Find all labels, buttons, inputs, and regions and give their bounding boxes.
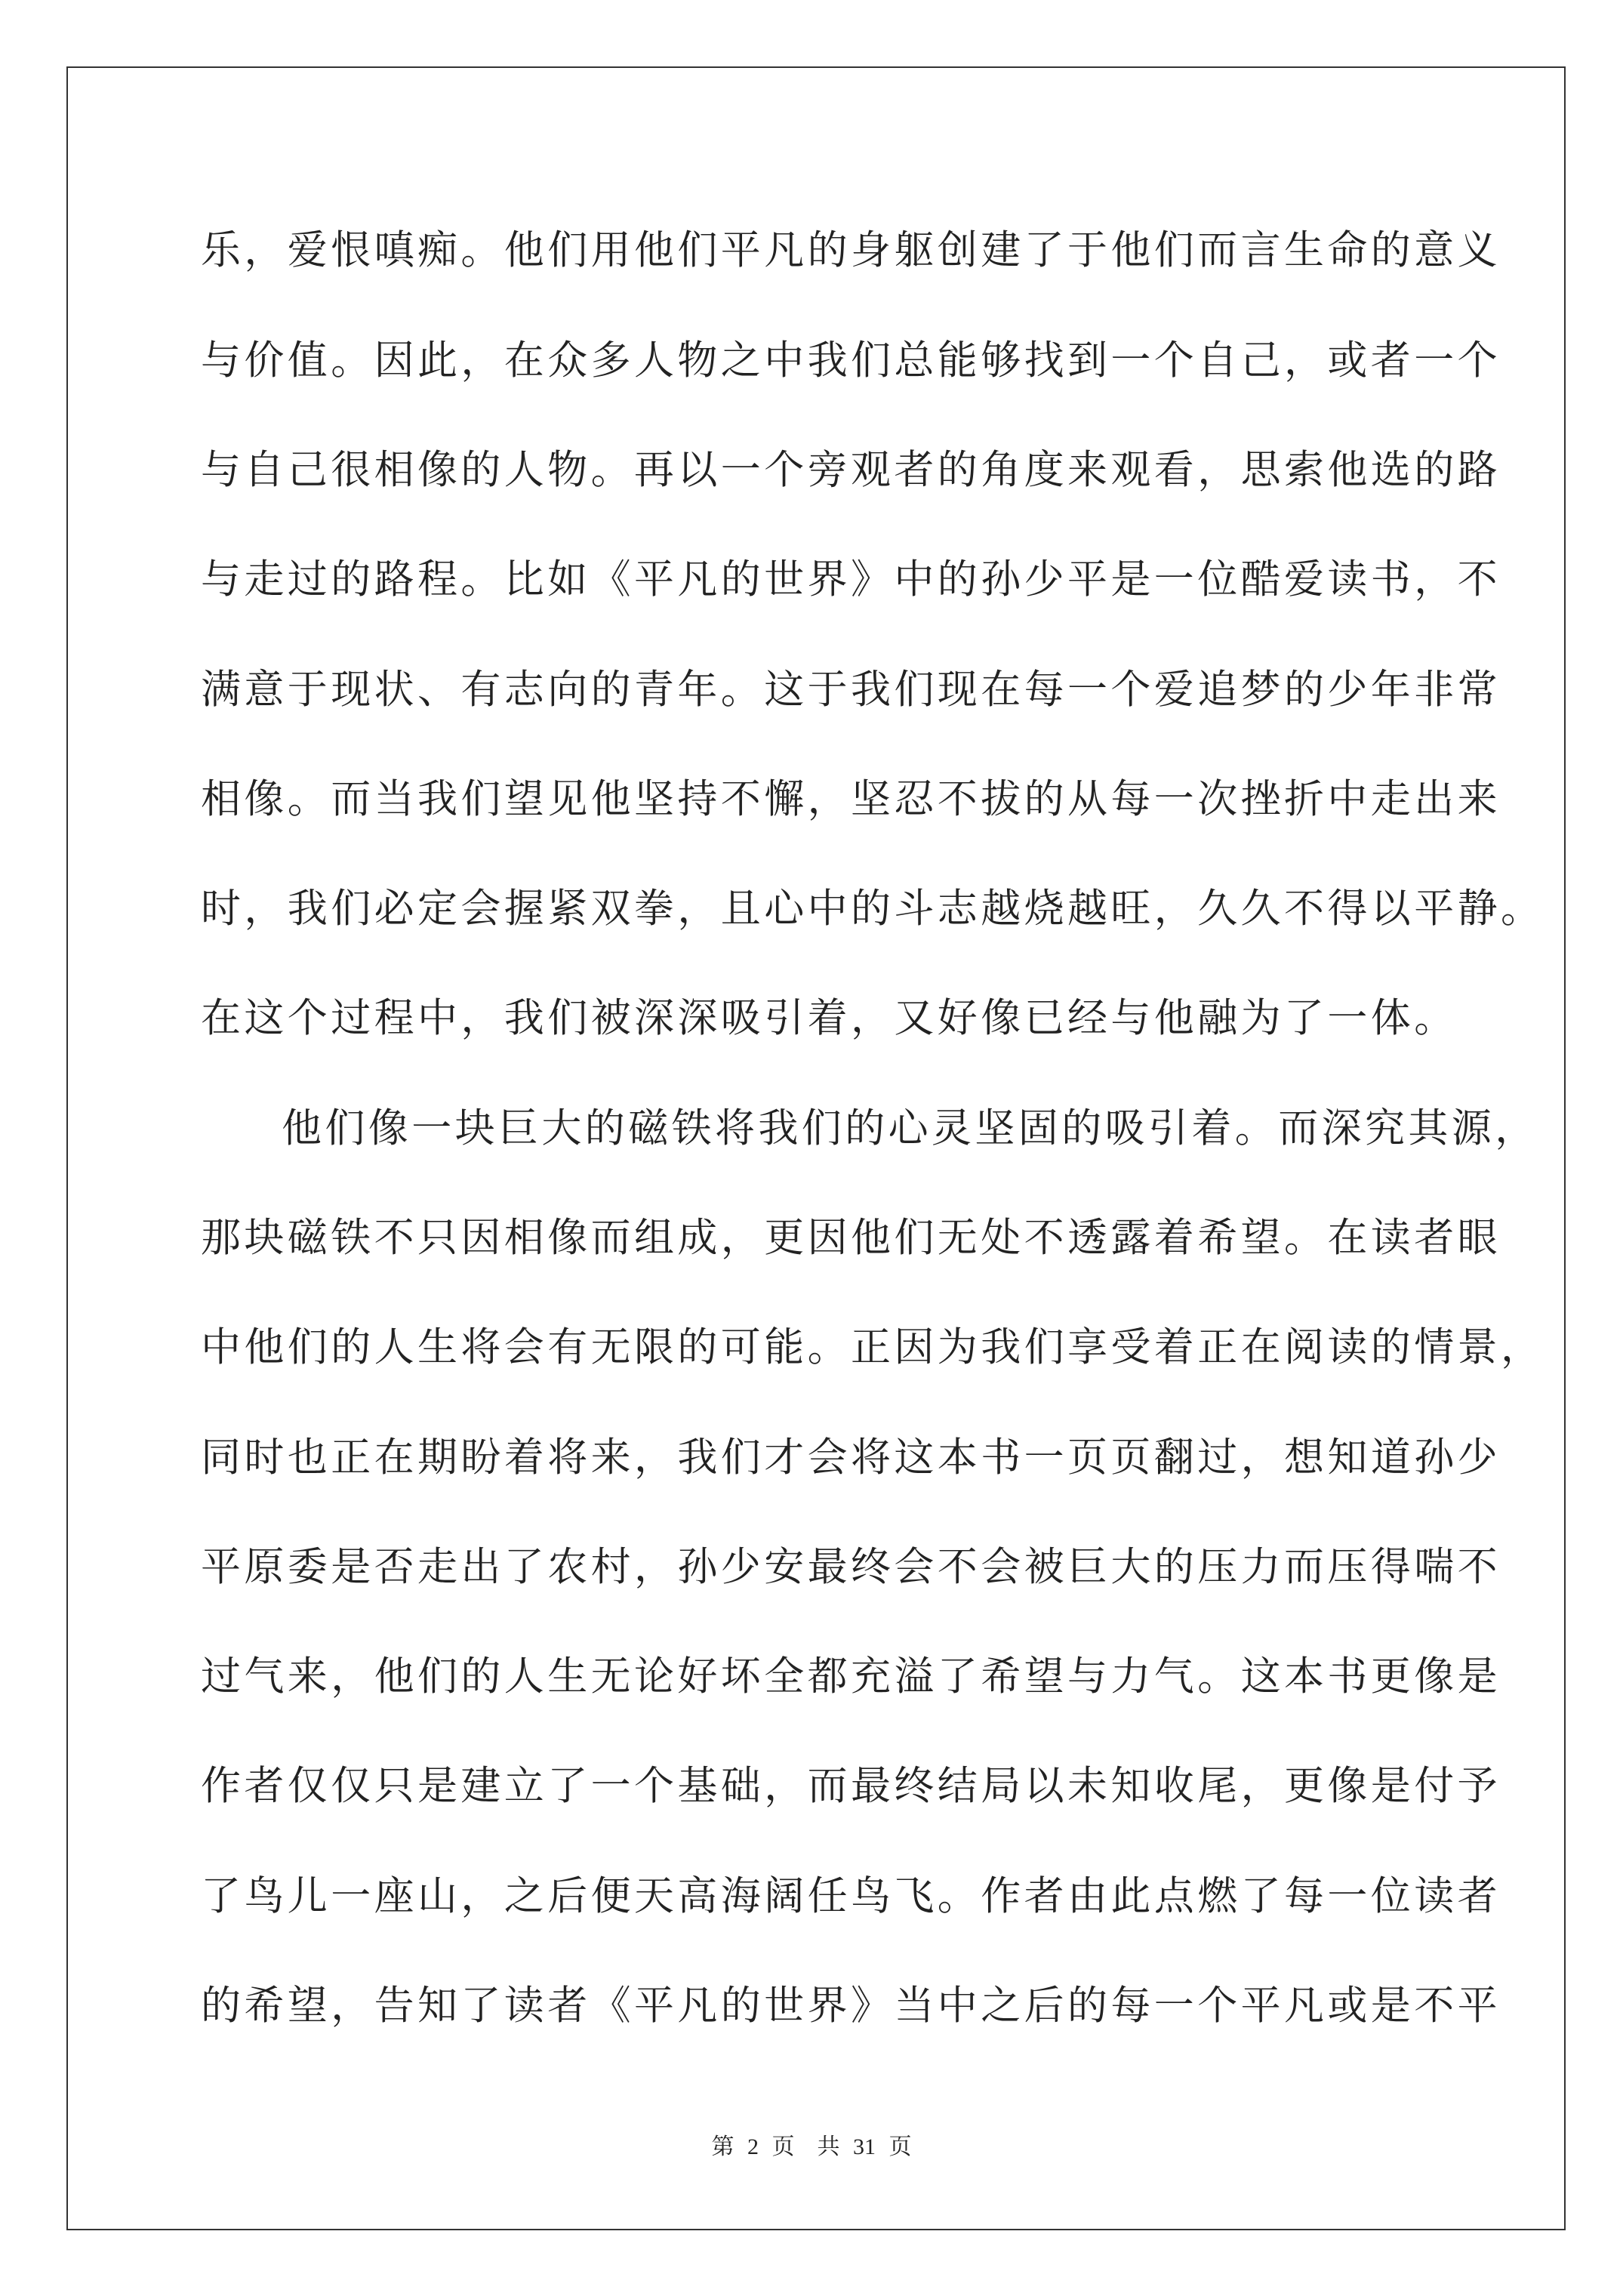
- text-line: 相像。而当我们望见他坚持不懈，坚忍不拔的从每一次挫折中走出来: [201, 776, 1501, 822]
- text-line: 在这个过程中，我们被深深吸引着，又好像已经与他融为了一体。: [201, 995, 1458, 1041]
- text-line: 满意于现状、有志向的青年。这于我们现在每一个爱追梦的少年非常: [201, 667, 1501, 713]
- text-line: 了鸟儿一座山，之后便天高海阔任鸟飞。作者由此点燃了每一位读者: [201, 1873, 1501, 1919]
- text-line: 时，我们必定会握紧双拳，且心中的斗志越烧越旺，久久不得以平静。: [201, 886, 1544, 932]
- page-number-footer: 第 2 页 共 31 页: [711, 2134, 912, 2159]
- text-line: 那块磁铁不只因相像而组成，更因他们无处不透露着希望。在读者眼: [201, 1215, 1501, 1261]
- paragraph-first-line: 他们像一块巨大的磁铁将我们的心灵坚固的吸引着。而深究其源，: [282, 1105, 1538, 1151]
- text-line: 的希望，告知了读者《平凡的世界》当中之后的每一个平凡或是不平: [201, 1983, 1501, 2029]
- text-line: 与价值。因此，在众多人物之中我们总能够找到一个自己，或者一个: [201, 337, 1501, 384]
- text-line: 乐，爱恨嗔痴。他们用他们平凡的身躯创建了于他们而言生命的意义: [201, 227, 1501, 273]
- text-line: 与走过的路程。比如《平凡的世界》中的孙少平是一位酷爱读书，不: [201, 556, 1501, 603]
- text-line: 中他们的人生将会有无限的可能。正因为我们享受着正在阅读的情景，: [201, 1324, 1544, 1370]
- text-line: 与自己很相像的人物。再以一个旁观者的角度来观看，思索他选的路: [201, 447, 1501, 493]
- text-line: 作者仅仅只是建立了一个基础，而最终结局以未知收尾，更像是付予: [201, 1763, 1501, 1809]
- text-line: 平原委是否走出了农村，孙少安最终会不会被巨大的压力而压得喘不: [201, 1544, 1501, 1590]
- text-line: 同时也正在期盼着将来，我们才会将这本书一页页翻过，想知道孙少: [201, 1435, 1501, 1481]
- text-line: 过气来，他们的人生无论好坏全都充溢了希望与力气。这本书更像是: [201, 1653, 1501, 1700]
